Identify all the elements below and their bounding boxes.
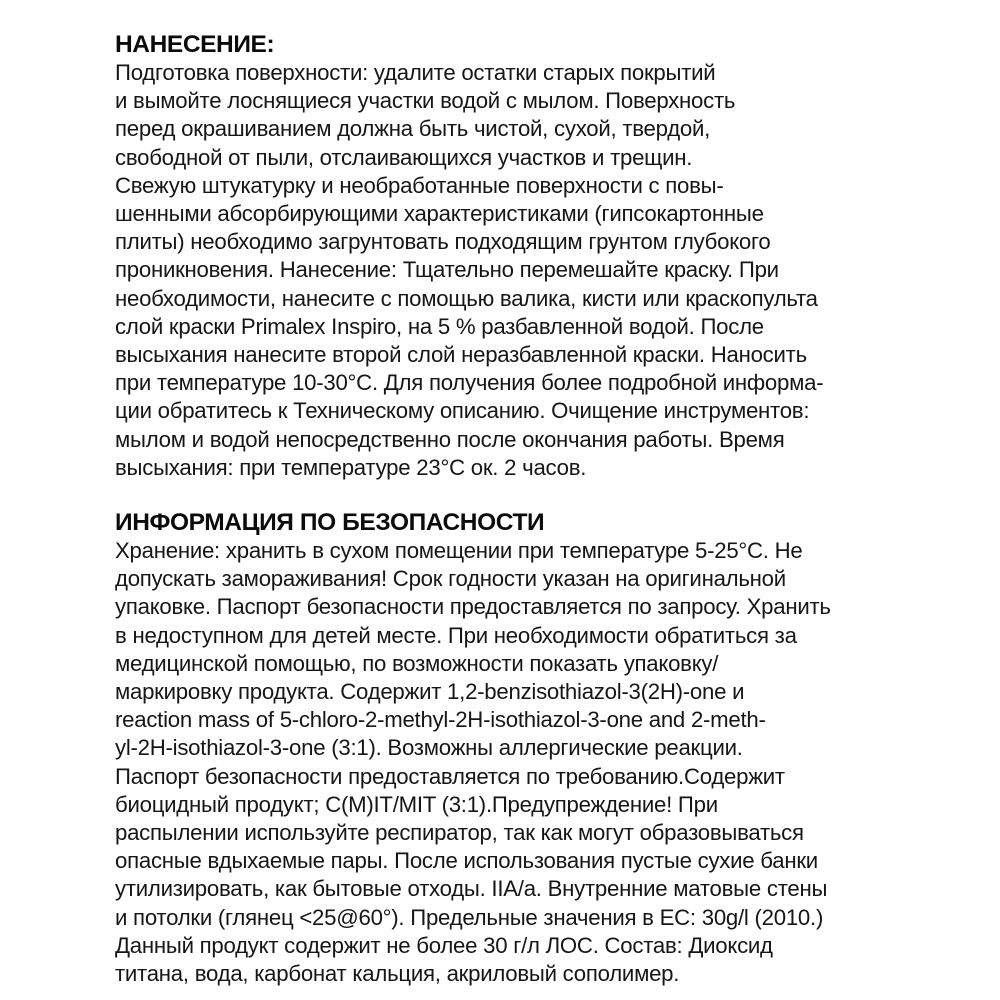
text-line: перед окрашиванием должна быть чистой, сухой, твердой, [115,116,711,142]
text-line: необходимости, нанесите с помощью валика, кисти или краскопульта [115,285,818,311]
text-line: Данный продукт содержит не более 30 г/л ЛОС. Состав: Диоксид [115,932,773,958]
product-label-text-panel [115,31,925,988]
section-safety [115,509,925,988]
text-line: Хранение: хранить в сухом помещении при температуре 5-25°С. Не [115,538,803,564]
text-line: титана, вода, карбонат кальция, акриловый сополимер. [115,961,680,987]
section-heading-safety: ИНФОРМАЦИЯ ПО БЕЗОПАСНОСТИ [115,509,545,537]
text-line: упаковке. Паспорт безопасности предоставляется по запросу. Хранить [115,594,831,620]
section-application [115,31,925,482]
text-line: reaction mass of 5-chloro-2-methyl-2H-isothiazol-3-one and 2-meth- [115,707,766,733]
text-line: опасные вдыхаемые пары. После использования пустые сухие банки [115,848,818,874]
text-line: Подготовка поверхности: удалите остатки старых покрытий [115,60,716,85]
text-line: маркировку продукта. Содержит 1,2-benzisothiazol-3(2H)-one и [115,679,745,705]
text-line: утилизировать, как бытовые отходы. IIA/a. Внутренние матовые стены [115,876,828,902]
text-line: в недоступном для детей месте. При необходимости обратиться за [115,622,797,648]
text-line: и потолки (глянец <25@60°). Предельные значения в ЕС: 30g/l (2010.) [115,904,824,930]
section-heading-application: НАНЕСЕНИЕ: [115,31,275,58]
section-body-safety [115,537,925,988]
text-line: Свежую штукатурку и необработанные поверхности с повы- [115,172,724,198]
section-body-application [115,59,925,482]
text-line: биоцидный продукт; C(M)IT/MIT (3:1).Предупреждение! При [115,791,718,817]
text-line: шенными абсорбирующими характеристиками (гипсокартонные [115,201,764,227]
text-line: медицинской помощью, по возможности показать упаковку/ [115,650,719,676]
text-line: и вымойте лоснящиеся участки водой с мылом. Поверхность [115,88,736,114]
text-line: распылении используйте респиратор, так как могут образовываться [115,820,804,846]
text-line: при температуре 10-30°С. Для получения более подробной информа- [115,370,824,396]
text-line: плиты) необходимо загрунтовать подходящим грунтом глубокого [115,229,771,255]
text-line: Паспорт безопасности предоставляется по требованию.Содержит [115,763,785,789]
text-line: ции обратитесь к Техническому описанию. Очищение инструментов: [115,398,810,424]
text-line: мылом и водой непосредственно после окончания работы. Время [115,426,785,452]
text-line: слой краски Primalex Inspiro, на 5 % разбавленной водой. После [115,313,764,339]
text-line: свободной от пыли, отслаивающихся участков и трещин. [115,144,693,170]
text-line: проникновения. Нанесение: Тщательно перемешайте краску. При [115,257,779,283]
text-line: высыхания: при температуре 23°С ок. 2 часов. [115,454,587,480]
text-line: допускать замораживания! Срок годности указан на оригинальной [115,566,786,592]
text-line: yl-2H-isothiazol-3-one (3:1). Возможны аллергические реакции. [115,735,743,761]
text-line: высыхания нанесите второй слой неразбавленной краски. Наносить [115,342,807,368]
